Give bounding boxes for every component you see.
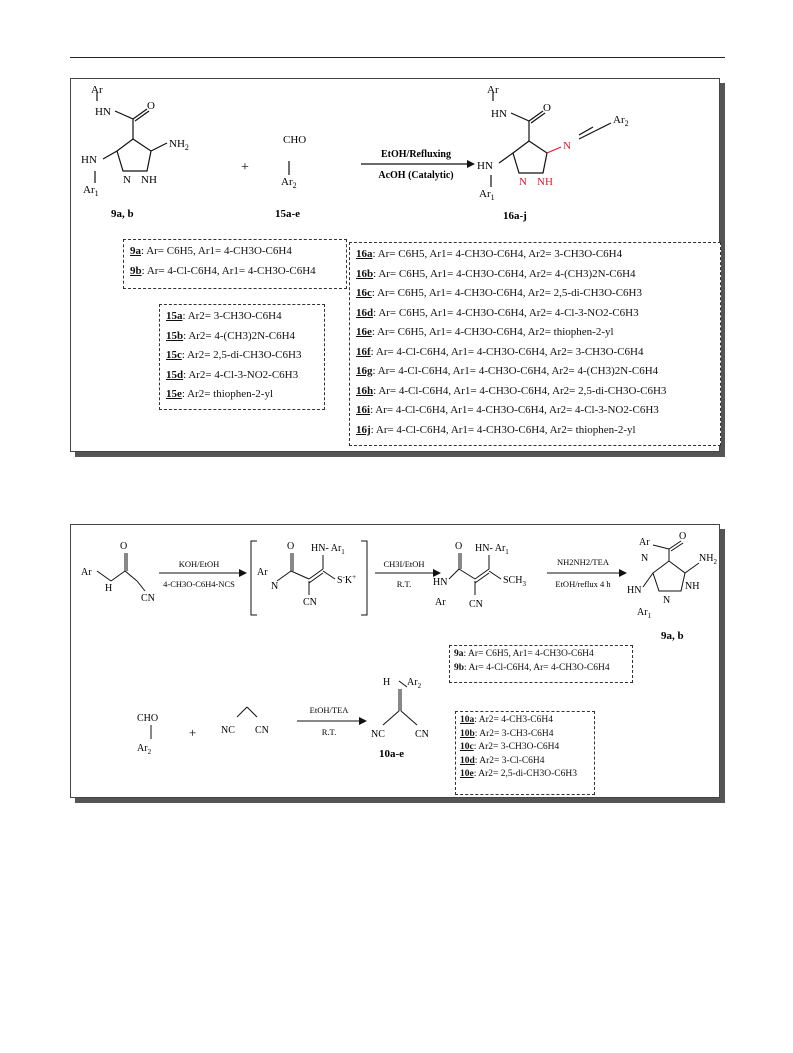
def-16c: 16c: Ar= C6H5, Ar1= 4-CH3O-C6H4, Ar2= 2,5-di-CH3O-C6H3	[356, 287, 642, 299]
atom-hn-amide-16: HN	[491, 108, 507, 120]
scheme-2-figure	[70, 524, 720, 798]
def-10e: 10e: Ar2= 2,5-di-CH3O-C6H3	[460, 769, 577, 779]
atom-ar-9: Ar	[91, 84, 103, 96]
condition-hydrazine: NH2NH2/TEA	[557, 557, 609, 567]
atom-o-16: O	[543, 102, 551, 114]
atom-hn-9: HN	[81, 154, 97, 166]
atom-ar2-10p: $Ar_2$	[407, 677, 422, 690]
atom-h-10: H	[383, 677, 391, 688]
atom-n-ring-9b: N	[663, 595, 671, 606]
atom-cn-10: CN	[415, 729, 429, 740]
atom-ar-cyano: Ar	[81, 567, 92, 578]
atom-nh-k: N	[271, 581, 279, 592]
def-16b: 16b: Ar= C6H5, Ar1= 4-CH3O-C6H4, Ar2= 4-(CH3)2N-C6H4	[356, 267, 636, 280]
atom-o-k: O	[287, 541, 295, 552]
condition-mei: CH3I/EtOH	[383, 559, 425, 569]
atom-o-sme: O	[455, 541, 463, 552]
condition-rt: R.T.	[396, 579, 412, 589]
def-10d: 10d: Ar2= 3-Cl-C6H4	[460, 755, 545, 766]
label-10ae: 10a-e	[379, 748, 405, 760]
condition-isothiocyanate: 4-CH3O-C6H4-NCS	[163, 579, 235, 589]
atom-n-ring-9: N	[123, 174, 131, 186]
def-9b-2: 9b: Ar= 4-Cl-C6H4, Ar= 4-CH3O-C6H4	[454, 662, 610, 673]
def-9b: 9b: Ar= 4-Cl-C6H4, Ar1= 4-CH3O-C6H4	[130, 264, 316, 277]
def-15b: 15b: Ar2= 4-(CH3)2N-C6H4	[166, 329, 296, 342]
def-9a-2: 9a: Ar= C6H5, Ar1= 4-CH3O-C6H4	[454, 649, 594, 659]
box-10-definitions	[455, 711, 595, 795]
atom-nh-ring-9b: NH	[685, 581, 700, 592]
box-15-definitions	[159, 304, 325, 410]
def-16d: 16d: Ar= C6H5, Ar1= 4-CH3O-C6H4, Ar2= 4-Cl-3-NO2-C6H3	[356, 306, 639, 319]
def-16e: 16e: Ar= C6H5, Ar1= 4-CH3O-C6H4, Ar2= thiophen-2-yl	[356, 326, 614, 338]
condition-ethanol-tea: EtOH/TEA	[309, 705, 349, 715]
atom-hn-16: HN	[477, 160, 493, 172]
def-16i: 16i: Ar= 4-Cl-C6H4, Ar1= 4-CH3O-C6H4, Ar2= 4-Cl-3-NO2-C6H3	[356, 404, 659, 416]
atom-hn-sme: HN- $Ar_1$	[475, 543, 509, 556]
atom-nc-malono: NC	[221, 725, 235, 736]
atom-cn-sme: CN	[469, 599, 483, 610]
box-9-definitions-2	[449, 645, 633, 683]
arrow-head-1	[467, 160, 475, 168]
def-10a: 10a: Ar2= 4-CH3-C6H4	[460, 715, 553, 725]
label-16aj: 16a-j	[503, 210, 527, 222]
condition-acetic-acid: AcOH (Catalytic)	[378, 170, 454, 181]
plus-sign-1: +	[241, 160, 249, 175]
def-15a: 15a: Ar2= 3-CH3O-C6H4	[166, 310, 282, 322]
atom-cho-15: CHO	[283, 134, 307, 146]
atom-cn-malono: CN	[255, 725, 269, 736]
def-10b: 10b: Ar2= 3-CH3-C6H4	[460, 728, 554, 739]
atom-cho-10: CHO	[137, 713, 159, 724]
scheme-1-figure	[70, 78, 720, 452]
atom-nh-cyano: H	[105, 583, 113, 594]
box-16-definitions	[349, 242, 721, 446]
atom-hn-amide-sme: HN	[433, 577, 448, 588]
atom-nh2-9b: $NH_2$	[699, 553, 717, 566]
page-header-rule	[70, 57, 725, 58]
atom-o-9b: O	[679, 531, 687, 542]
pyrazole-ring-9	[117, 139, 151, 171]
plus-sign-2: +	[189, 725, 197, 740]
def-16g: 16g: Ar= 4-Cl-C6H4, Ar1= 4-CH3O-C6H4, Ar2= 4-(CH3)2N-C6H4	[356, 365, 659, 377]
atom-ar1-16: $Ar_1$	[479, 188, 495, 202]
atom-cn-k: CN	[303, 597, 317, 608]
label-15ae: 15a-e	[275, 208, 301, 220]
def-16f: 16f: Ar= 4-Cl-C6H4, Ar1= 4-CH3O-C6H4, Ar2= 3-CH3O-C6H4	[356, 345, 644, 358]
condition-koh: KOH/EtOH	[178, 559, 220, 569]
atom-ar2-15: $Ar_2$	[281, 176, 297, 190]
atom-ar1-9: $Ar_1$	[83, 184, 99, 198]
def-15c: 15c: Ar2= 2,5-di-CH3O-C6H3	[166, 349, 302, 361]
atom-hn-k: HN- $Ar_1$	[311, 543, 345, 556]
atom-sch3-sme: $SCH_3$	[503, 575, 526, 588]
atom-n-ring-16: N	[519, 176, 527, 188]
atom-ar-sme: Ar	[435, 597, 446, 608]
atom-nc-10: NC	[371, 729, 385, 740]
def-16h: 16h: Ar= 4-Cl-C6H4, Ar1= 4-CH3O-C6H4, Ar2= 2,5-di-CH3O-C6H3	[356, 384, 667, 397]
def-15d: 15d: Ar2= 4-Cl-3-NO2-C6H3	[166, 368, 299, 381]
def-10c: 10c: Ar2= 3-CH3O-C6H4	[460, 742, 560, 752]
label-9ab-2: 9a, b	[661, 630, 684, 642]
atom-imine-n-16: N	[563, 140, 571, 152]
atom-nh-ring-16: NH	[537, 176, 553, 188]
atom-ar-16: Ar	[487, 84, 499, 96]
atom-n-amide-9b: N	[641, 553, 649, 564]
atom-o-cyano: O	[120, 541, 128, 552]
pyrazole-ring-16	[513, 141, 547, 173]
def-9a: 9a: Ar= C6H5, Ar1= 4-CH3O-C6H4	[130, 245, 292, 257]
atom-nh-ring-9: NH	[141, 174, 157, 186]
box-9-definitions	[123, 239, 347, 289]
condition-ethanol-reflux: EtOH/Refluxing	[380, 149, 452, 160]
label-9ab: 9a, b	[111, 208, 134, 220]
atom-hn-amide-9: HN	[95, 106, 111, 118]
atom-nh2-9: $NH_2$	[169, 138, 189, 152]
atom-ar-9b: Ar	[639, 537, 650, 548]
atom-cn-cyano: CN	[141, 593, 155, 604]
def-15e: 15e: Ar2= thiophen-2-yl	[166, 388, 274, 400]
def-16a: 16a: Ar= C6H5, Ar1= 4-CH3O-C6H4, Ar2= 3-CH3O-C6H4	[356, 248, 623, 260]
def-16j: 16j: Ar= 4-Cl-C6H4, Ar1= 4-CH3O-C6H4, Ar2= thiophen-2-yl	[356, 423, 636, 436]
atom-sk-k: S-K+	[337, 573, 357, 586]
atom-ar-k: Ar	[257, 567, 268, 578]
atom-ar1-9b: $Ar_1$	[637, 607, 652, 620]
condition-reflux: EtOH/reflux 4 h	[555, 579, 611, 589]
atom-o-9: O	[147, 100, 155, 112]
atom-hn-9b: HN	[627, 585, 642, 596]
atom-ar2-10: $Ar_2$	[137, 743, 152, 756]
atom-ar2-16: $Ar_2$	[613, 114, 629, 128]
condition-rt-2: R.T.	[321, 727, 337, 737]
